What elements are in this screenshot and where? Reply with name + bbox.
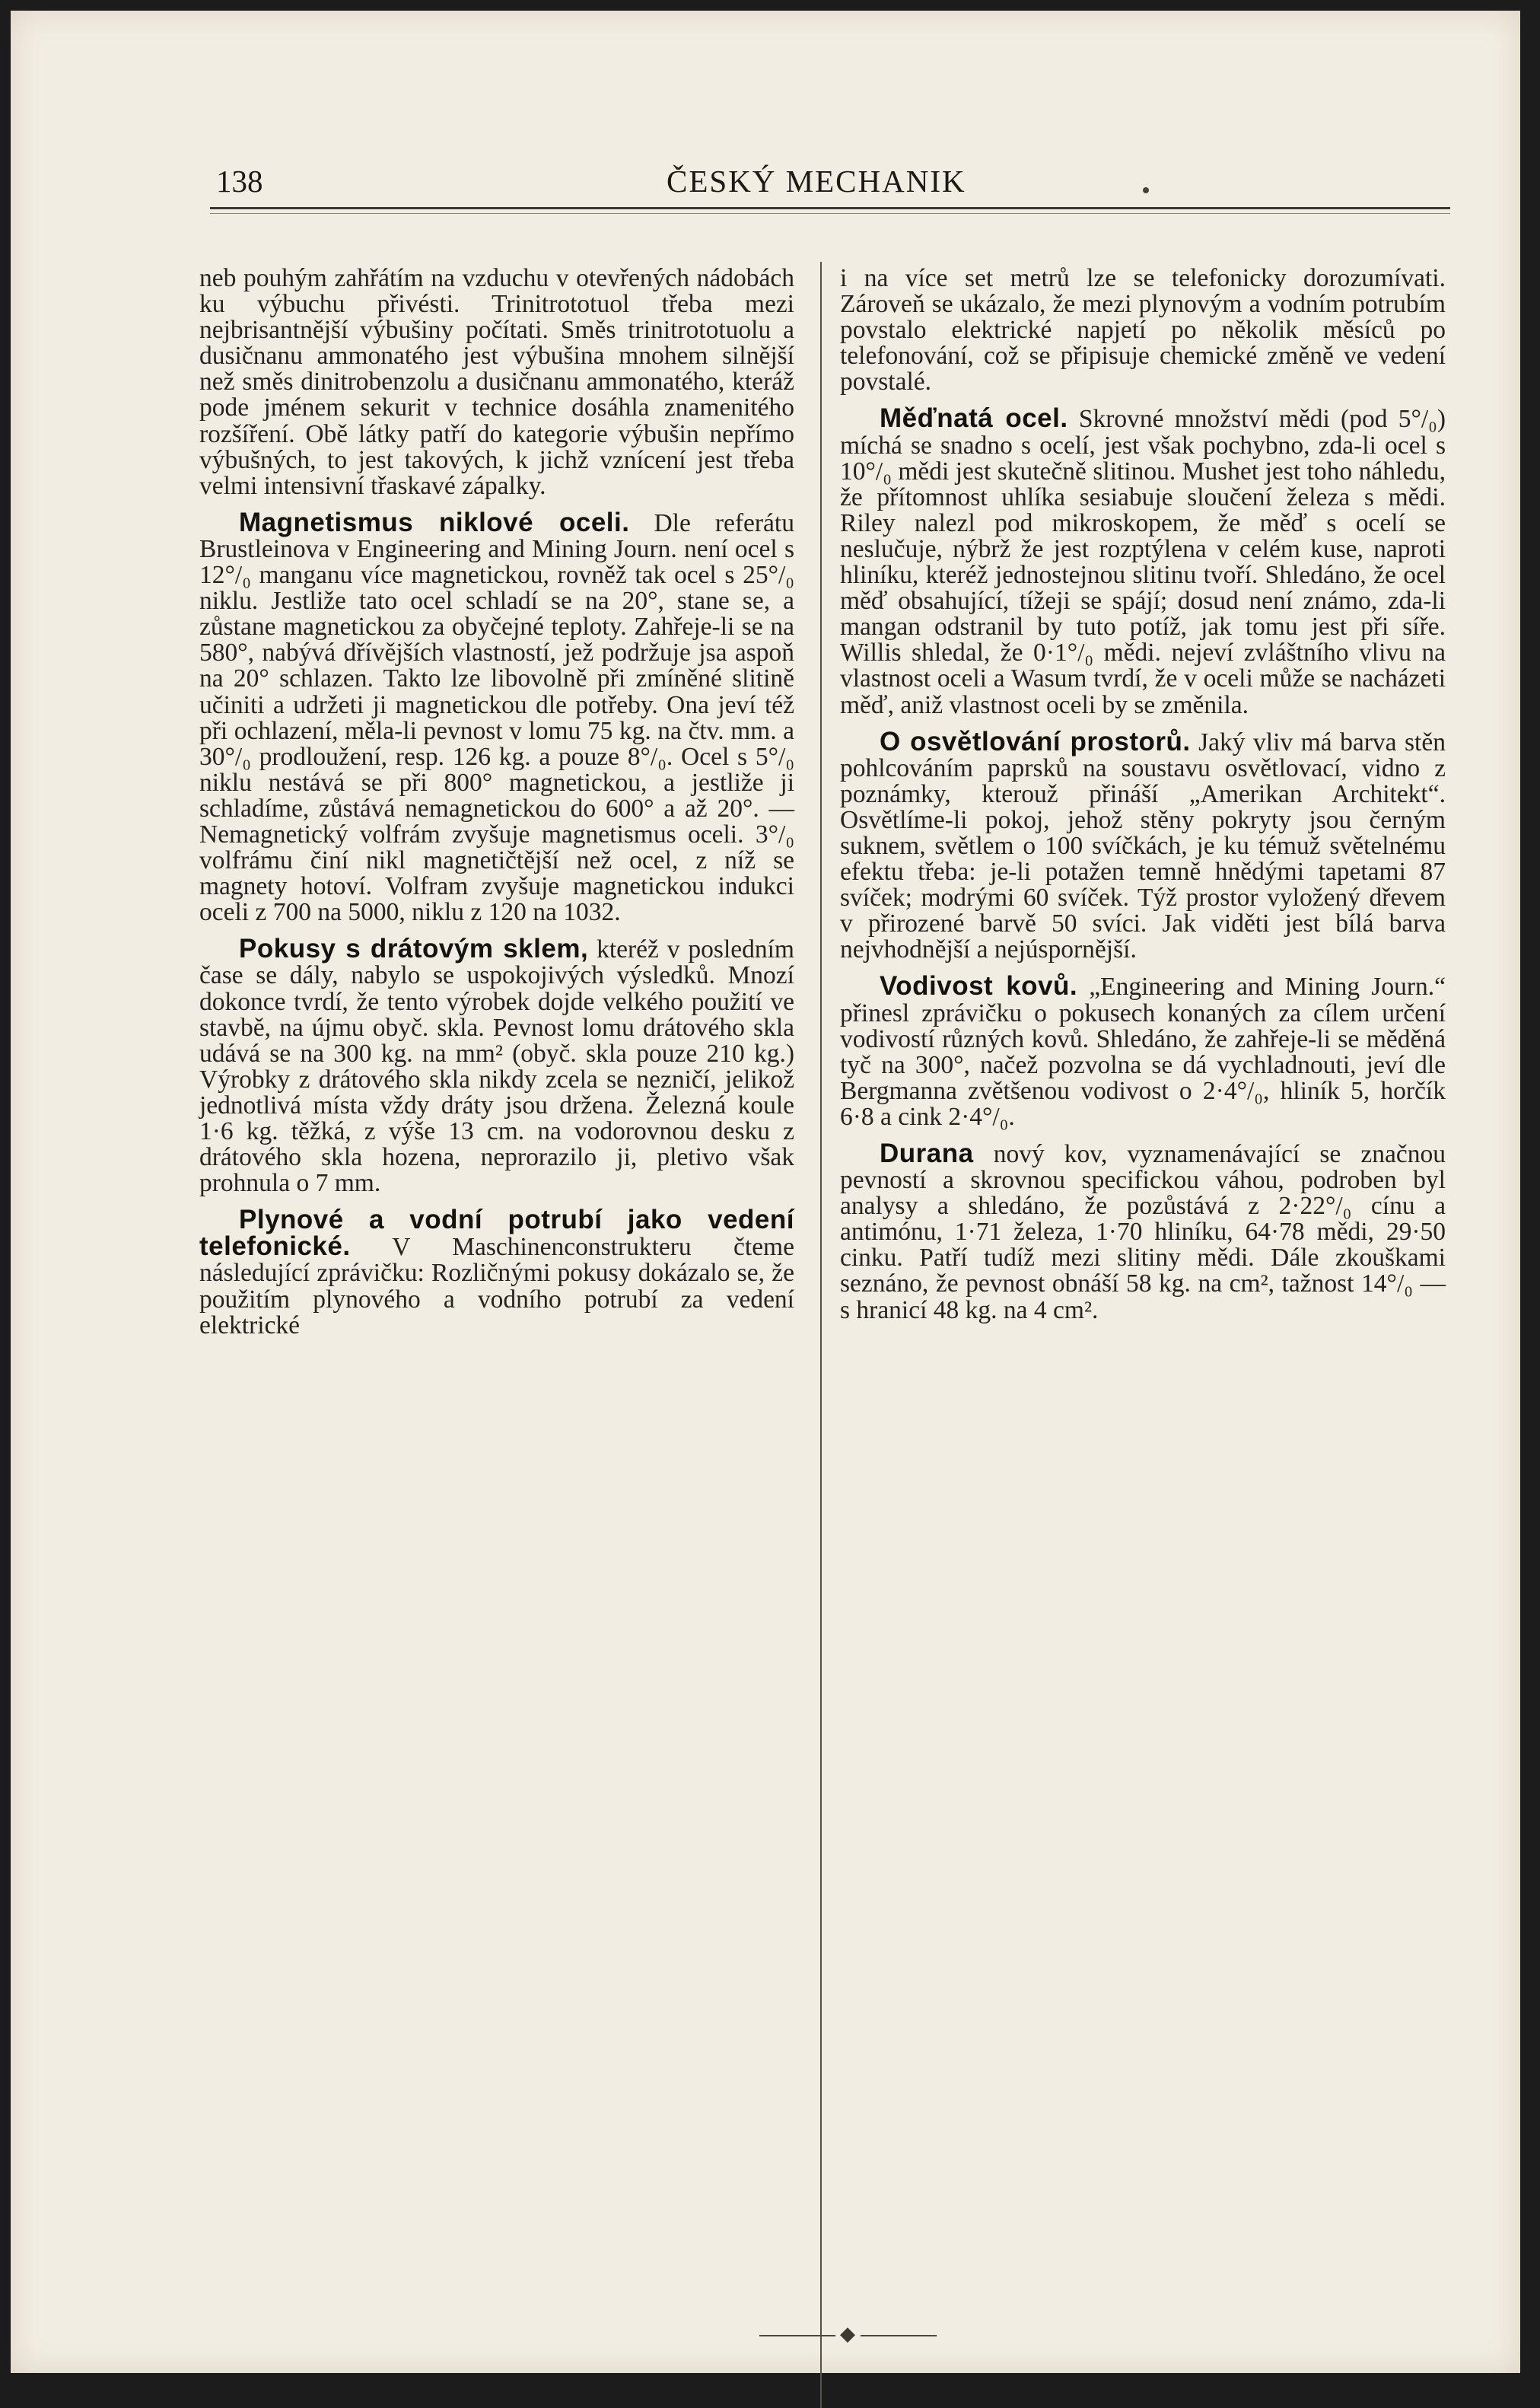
book-page bbox=[11, 11, 1520, 2373]
end-ornament bbox=[741, 2323, 954, 2346]
running-header bbox=[216, 163, 1449, 209]
section-heading: Durana bbox=[880, 1139, 974, 1168]
paragraph-telephone-continued: i na více set metrů lze se telefonicky dorozumívati. Zároveň se ukázalo, že mezi plynovým a vodním potrubím povstalo elektrické napjetí po několik měsíců po telefonování, což se připisuje chemické změně ve vedení povstalé. bbox=[840, 264, 1446, 397]
ornament-line-left bbox=[759, 2335, 835, 2336]
section-heading: Vodivost kovů. bbox=[880, 971, 1078, 1002]
ink-speck bbox=[1143, 187, 1149, 193]
header-rule-thin bbox=[210, 213, 1450, 214]
section-text: „Engineering and Mining Journ.“ přinesl zprávičku o pokusech konaných za cílem určení vodivostí různých kovů. Shledáno, že zahřeje-li se měděná tyč na 300°, načež pozvolna se dá vychladnouti, jeví dle Bergmanna zvětšenou vodivost o 2·4°/₀, hliník 5, horčík 6·8 a cink 2·4°/₀. bbox=[840, 973, 1446, 1131]
section-heading: Měďnatá ocel. bbox=[880, 403, 1068, 434]
section-text: nový kov, vyznamenávající se značnou pevností a skrovnou specifickou váhou, podroben byl analysy a shledáno, že pozůstává z 2·22°/₀ cínu a antimónu, 1·71 železa, 1·70 hliníku, 64·78 mědi, 29·50 cinku. Patří tudíž mezi slitiny mědi. Dále zkouškami seznáno, že pevnost obnáší 58 kg. na cm², tažnost 14°/₀ — s hranicí 48 kg. na 4 cm². bbox=[840, 1140, 1446, 1324]
ornament-diamond-icon: ◆ bbox=[840, 2323, 855, 2345]
header-rule bbox=[210, 207, 1450, 209]
section-text: V Maschinenconstrukteru čteme následující zprávičku: Rozličnými pokusy dokázalo se, že použitím plynového a vodního potrubí za vedení elektrické bbox=[199, 1233, 794, 1339]
section-room-lighting bbox=[840, 726, 1446, 964]
section-text: Skrovné množství mědi (pod 5°/₀) míchá se snadno s ocelí, jest však pochybno, zda-li ocel s 10°/₀ mědi jest skutečně slitinou. Mushet jest toho náhledu, že přítomnost uhlíka sesiabuje sloučení železa s mědi. Riley nalezl pod mikroskopem, že měď s ocelí se neslučuje, nýbrž že jest rozptýlena v celém kuse, naproti hliníku, kteréž jednostejnou slitinu tvoří. Shledáno, že ocel měď obsahující, tížeji se spájí; dosud není známo, zda-li mangan odstranil by tuto potíž, jak tomu jest při síře. Willis shledal, že 0·1°/₀ mědi. nejeví zvláštního vlivu na vlastnost oceli a Wasum tvrdí, že v oceli může se nacházeti měď, aniž vlastnost oceli by se změnila. bbox=[840, 405, 1446, 719]
section-metal-conductivity bbox=[840, 973, 1446, 1130]
section-heading: Plynové a vodní potrubí jako vedení telefonické. bbox=[199, 1205, 794, 1262]
section-heading: O osvětlování prostorů. bbox=[880, 726, 1191, 756]
ornament-line-right bbox=[861, 2335, 937, 2336]
section-copper-steel bbox=[840, 403, 1446, 719]
section-text: Jaký vliv má barva stěn pohlcováním paprsků na soustavu osvětlovací, vidno z poznámky, kterouž přináší „Amerikan Architekt“. Osvětlíme-li pokoj, jehož stěny pokryty jsou černým suknem, světlem o 100 svíčkách, je ku témuž světelnému efektu třeba: je-li potažen temně hnědými tapetami 87 svíček; modrými 60 svíček. Týž prostor vyložený dřevem v přirozené barvě 50 svíci. Jak viděti jest bílá barva nejvhodnější a nejúspornější. bbox=[840, 728, 1446, 964]
section-nickel-steel-magnetism bbox=[199, 507, 794, 927]
left-column bbox=[199, 266, 794, 1339]
section-text: kteréž v posledním čase se dály, nabylo se uspokojivých výsledků. Mnozí dokonce tvrdí, že tento výrobek dojde velkého použití ve stavbě, na újmu obyč. skla. Pevnost lomu drátového skla udává se na 300 kg. na mm² (obyč. skla pouze 210 kg.) Výrobky z drátového skla nikdy zcela se nezničí, jelikož jednotlivá místa vždy dráty jsou držena. Železná koule 1·6 kg. těžká, z výše 13 cm. na vodorovnou desku z drátového skla hozena, neprorazilo ji, pletivo však prohnula o 7 mm. bbox=[199, 935, 794, 1198]
column-divider bbox=[820, 262, 822, 2408]
section-durana bbox=[840, 1141, 1446, 1323]
page-number: 138 bbox=[216, 164, 263, 199]
section-heading: Pokusy s drátovým sklem, bbox=[239, 934, 589, 964]
section-text: Dle referátu Brustleinova v Engineering and Mining Journ. není ocel s 12°/₀ manganu více magnetickou, rovněž tak ocel s 25°/₀ niklu. Jestliže tato ocel schladí se na 20°, stane se, a zůstane magnetickou za obyčejné teploty. Zahřeje-li se na 580°, nabývá dřívějších vlastností, jež podržuje jsa aspoň na 20° schlazen. Takto lze libovolně při zmíněné slitině učiniti a udržeti ji magnetickou dle potřeby. Ona jeví též při ochlazení, měla-li pevnost v lomu 75 kg. na čtv. mm. a 30°/₀ prodloužení, resp. 126 kg. a pouze 8°/₀. Ocel s 5°/₀ niklu nestává se při 800° magnetickou, a jestliže ji schladíme, zůstává nemagnetickou do 600° a až 20°. — Nemagnetický volfrám zvyšuje magnetismus oceli. 3°/₀ volfrámu činí nikl magnetičtější než ocel, z níž se magnety hotoví. Volfram zvyšuje magnetickou indukci oceli z 700 na 5000, niklu z 120 na 1032. bbox=[199, 508, 794, 927]
section-wire-glass bbox=[199, 936, 794, 1196]
paragraph-explosives: neb pouhým zahřátím na vzduchu v otevřených nádobách ku výbuchu přivésti. Trinitrototuol třeba mezi nejbrisantnější výbušiny počítati. Směs trinitrototuolu a dusičnanu ammonatého jest výbušina mnohem silnější než směs dinitrobenzolu a dusičnanu ammonatého, kteráž pode jménem sekurit v technice dosáhla znamenitého rozšíření. Obě látky patří do kategorie výbušin nepřímo výbušných, to jest takových, k jichž vznícení jest třeba velmi intensivní třaskavé zápalky. bbox=[199, 264, 794, 500]
right-column bbox=[840, 266, 1446, 1323]
section-pipes-telephone bbox=[199, 1207, 794, 1338]
section-heading: Magnetismus niklové oceli. bbox=[239, 507, 630, 537]
journal-title: ČESKÝ MECHANIK bbox=[667, 164, 966, 199]
